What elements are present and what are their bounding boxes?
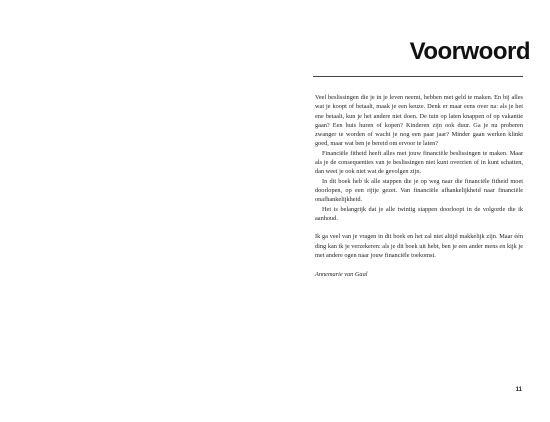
paragraph: Veel beslissingen die je in je leven neemt, hebben met geld te maken. En bij alles wat je koopt of betaalt, maak je een keuze. Denk er maar eens over na: als je het ene betaalt, kun je het andere niet doen. De tuin op laten knappen of op vakantie gaan? Een huis huren of kopen? Kinderen zijn ook duur. Ga je nu proberen zwanger te worden of wacht je nog een paar jaar? Minder gaan werken klinkt goed, maar wat ben je bereid om ervoor te laten? <box>315 94 523 148</box>
paragraph: Ik ga veel van je vragen in dit boek en het zal niet altijd makkelijk zijn. Maar één ding kan ik je verzekeren: als je dit boek uit hebt, ben je een ander mens en kijk je met andere ogen naar jouw financiële toekomst. <box>315 233 523 260</box>
author-signature: Annemarie van Gaal <box>315 270 368 278</box>
title-divider <box>313 76 523 77</box>
chapter-body <box>315 93 523 279</box>
paragraph: In dit boek heb ik alle stappen die je op weg naar die financiële fitheid moet doorlopen, op een rijtje gezet. Van financiële afhankelijkheid naar financiële onafhankelijkheid. <box>315 177 523 204</box>
page-number: 11 <box>515 387 522 393</box>
paragraph: Het is belangrijk dat je alle twintig stappen doorloopt in de volgorde die ik aanhoud. <box>315 205 523 222</box>
chapter-title: Voorwoord <box>409 38 530 65</box>
paragraph: Financiële fitheid heeft alles met jouw financiële beslissingen te maken. Maar als je de consequenties van je beslissingen niet kunt overzien of in kunt schatten, dan weet je ook niet wat de gevolgen zijn. <box>315 149 523 176</box>
